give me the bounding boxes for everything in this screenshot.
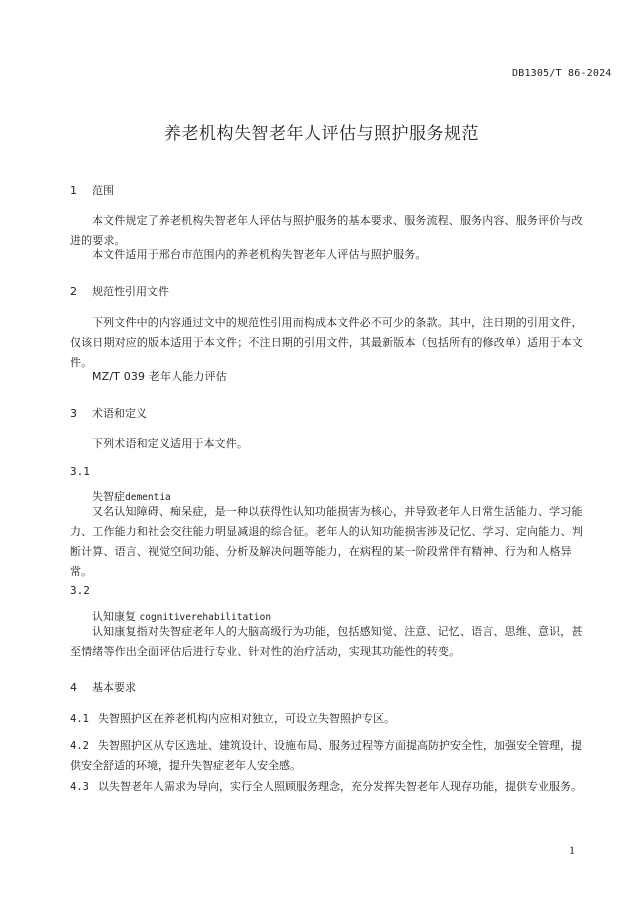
document-code: DB1305/T 86-2024	[512, 68, 612, 79]
section-1-paragraph-2: 本文件适用于邢台市范围内的养老机构失智老年人评估与照护服务。	[92, 248, 427, 261]
term-1-definition: 又名认知障碍、痴呆症，是一种以获得性认知功能损害为核心，并导致老年人日常生活能力、学习能力、工作能力和社会交往能力明显减退的综合征。老年人的认知功能损害涉及记忆、学习、定向能力、判断计算、语言、视觉空间功能、分析及解决问题等能力，在病程的某一阶段常伴有精神、行为和人格异常。	[70, 505, 583, 578]
clause-number: 4.1	[70, 713, 89, 725]
section-3-paragraph-1: 下列术语和定义适用于本文件。	[92, 437, 249, 450]
term-1-english: dementia	[125, 492, 171, 503]
section-number: 3	[70, 407, 77, 420]
section-2-heading	[70, 283, 169, 299]
section-4-heading	[70, 679, 136, 695]
clause-text: 以失智老年人需求为导向，实行全人照顾服务理念，充分发挥失智老年人现存功能，提供专业服务。	[98, 780, 582, 793]
term-2-english: cognitiverehabilitation	[139, 612, 272, 623]
term-2-number: 3.2	[70, 584, 90, 597]
term-2-definition: 认知康复指对失智症老年人的大脑高级行为功能，包括感知觉、注意、记忆、语言、思维、意识，甚至情绪等作出全面评估后进行专业、针对性的治疗活动，实现其功能性的转变。	[70, 625, 583, 658]
clause-number: 4.3	[70, 781, 89, 793]
section-number: 4	[70, 681, 77, 694]
section-3-heading	[70, 405, 147, 421]
term-1-chinese: 失智症	[92, 490, 125, 503]
clause-number: 4.2	[70, 740, 89, 752]
page-title: 养老机构失智老年人评估与照护服务规范	[164, 124, 479, 144]
section-title: 术语和定义	[92, 407, 147, 420]
term-2-chinese: 认知康复	[92, 610, 136, 623]
section-number: 1	[70, 184, 77, 197]
section-1-paragraph-1: 本文件规定了养老机构失智老年人评估与照护服务的基本要求、服务流程、服务内容、服务评价与改进的要求。	[70, 214, 583, 247]
section-1-heading	[70, 182, 114, 198]
requirement-4-2	[70, 736, 592, 776]
page-number: 1	[569, 843, 575, 857]
term-1-number: 3.1	[70, 465, 90, 478]
requirement-4-3	[70, 777, 592, 797]
section-title: 基本要求	[92, 681, 136, 694]
normative-reference: MZ/T 039 老年人能力评估	[92, 370, 227, 383]
clause-text: 失智照护区从专区选址、建筑设计、设施布局、服务过程等方面提高防护安全性，加强安全管理，提供安全舒适的环境，提升失智症老年人安全感。	[70, 739, 582, 772]
section-number: 2	[70, 285, 77, 298]
section-title: 规范性引用文件	[92, 285, 169, 298]
section-title: 范围	[92, 184, 114, 197]
requirement-4-1	[70, 709, 592, 729]
clause-text: 失智照护区在养老机构内应相对独立，可设立失智照护专区。	[98, 712, 395, 725]
section-2-paragraph-1: 下列文件中的内容通过文中的规范性引用而构成本文件必不可少的条款。其中，注日期的引用文件，仅该日期对应的版本适用于本文件；不注日期的引用文件，其最新版本（包括所有的修改单）适用于本文件。	[70, 316, 583, 369]
